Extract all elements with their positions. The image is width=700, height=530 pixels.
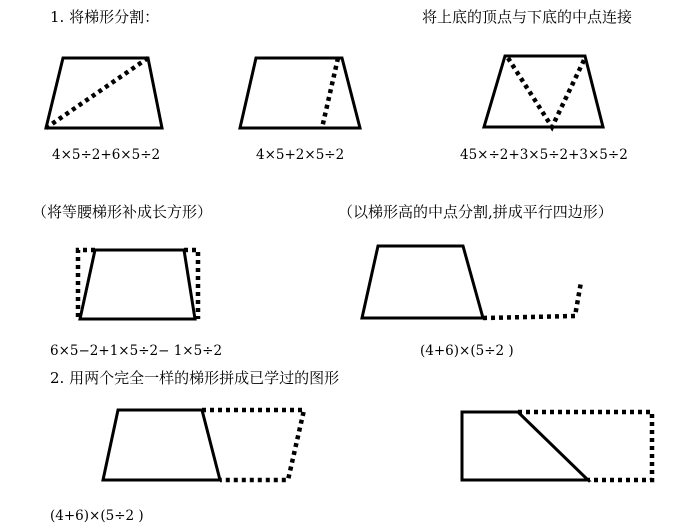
right-trapezoid-shape	[462, 412, 588, 480]
trapezoid-shape	[46, 58, 162, 128]
trapezoid-shape	[80, 250, 195, 319]
trapezoid-shape	[240, 58, 360, 128]
figure-three-triangles	[484, 56, 603, 127]
dotted-v-lines	[508, 58, 585, 127]
formula-parallelogram: (4+6)×(5÷2 )	[420, 343, 514, 359]
section2-title: 2. 用两个完全一样的梯形拼成已学过的图形	[50, 369, 340, 387]
caption-parallelogram: （以梯形高的中点分割,拼成平行四边形）	[338, 203, 613, 221]
section1-title: 1. 将梯形分割：	[50, 8, 160, 26]
formula-two-trapezoids: (4+6)×(5÷2 )	[50, 508, 144, 524]
trapezoid-shape	[484, 56, 603, 127]
formula-split-diagonal: 4×5÷2+6×5÷2	[52, 147, 161, 163]
trapezoid-shape	[103, 410, 220, 480]
figure-vertical-split	[240, 58, 360, 128]
figure-diagonal-split	[46, 58, 162, 128]
section1-note: 将上底的顶点与下底的中点连接	[422, 8, 633, 26]
figure-two-trapezoids-parallelogram	[103, 410, 304, 480]
dotted-moved-piece	[483, 282, 581, 318]
trapezoid-shape	[362, 246, 483, 318]
dotted-second-trapezoid	[518, 412, 652, 480]
figure-two-trapezoids-rectangle	[462, 412, 652, 480]
formula-rectangle: 6×5−2+1×5÷2− 1×5÷2	[50, 343, 223, 359]
figure-parallelogram	[362, 246, 581, 318]
dotted-divider	[322, 58, 338, 128]
formula-split-three-triangles: 45×÷2+3×5÷2+3×5÷2	[460, 147, 628, 163]
figure-complete-rectangle	[78, 250, 198, 319]
caption-rectangle: （将等腰梯形补成长方形）	[32, 203, 213, 221]
formula-split-rect-triangle: 4×5+2×5÷2	[256, 147, 345, 163]
